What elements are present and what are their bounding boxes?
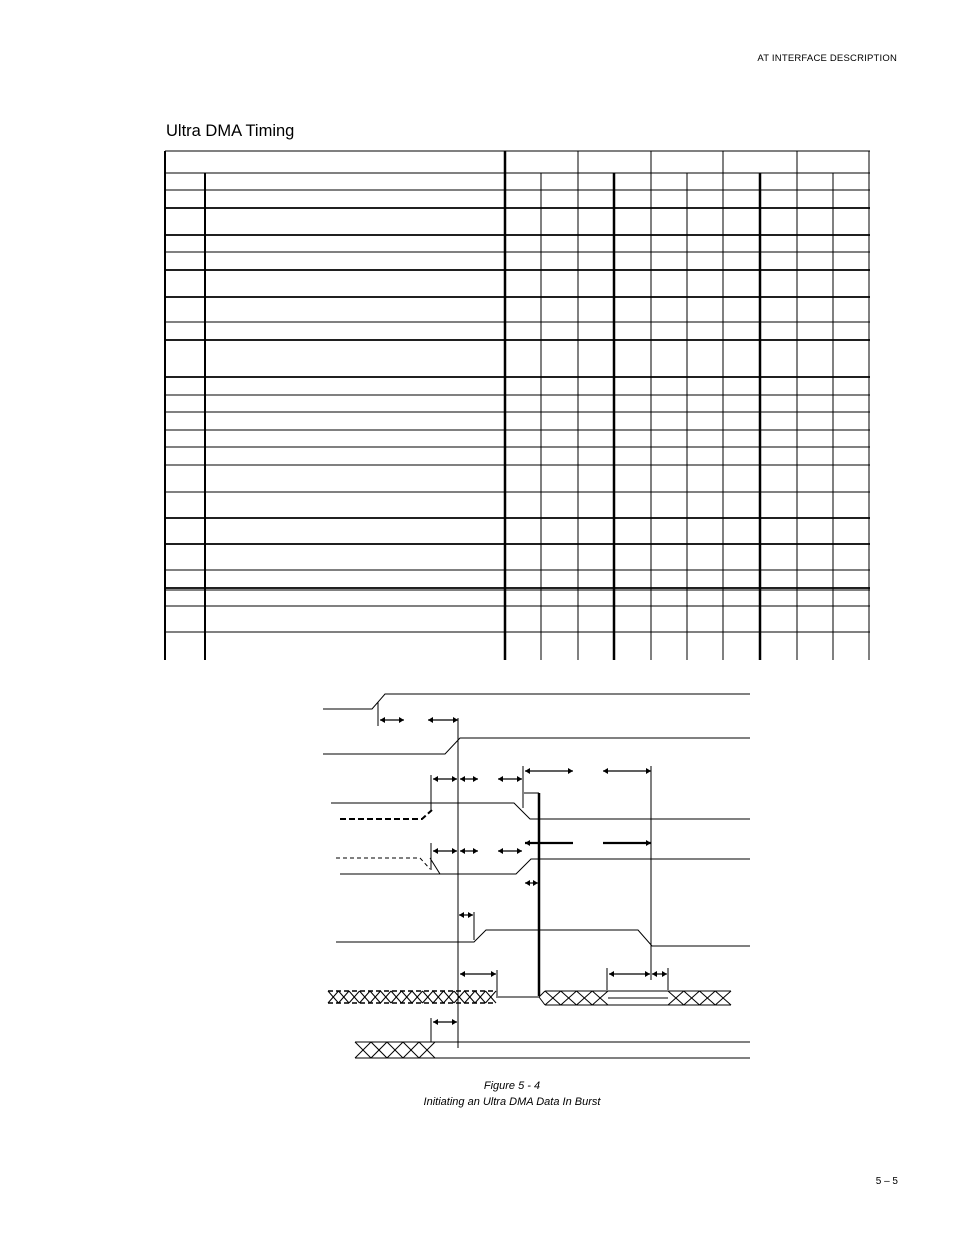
timing-arrow-7-head [452, 1019, 457, 1025]
timing-arrow-1a-head [399, 717, 404, 723]
timing-arrow-6c-head [662, 971, 667, 977]
timing-arrow-driver-head [525, 880, 530, 886]
timing-arrow-6a-head [460, 971, 465, 977]
signal-3-waveform [432, 803, 750, 819]
timing-arrow-3a-head [433, 776, 438, 782]
timing-arrow-6b-head [609, 971, 614, 977]
timing-arrow-4a-head [433, 848, 438, 854]
section-title: Ultra DMA Timing [166, 122, 295, 140]
timing-arrow-long-a-head [568, 768, 573, 774]
timing-table [164, 149, 872, 662]
timing-arrow-4c-head [498, 848, 503, 854]
timing-arrow-long-a-head [525, 768, 530, 774]
page-header: AT INTERFACE DESCRIPTION [757, 53, 897, 64]
timing-arrow-6c-head [652, 971, 657, 977]
page-number: 5 – 5 [875, 1176, 898, 1187]
figure-title: Initiating an Ultra DMA Data In Burst [423, 1096, 601, 1108]
signal-2-waveform [323, 738, 750, 754]
timing-arrow-driver-head [533, 880, 538, 886]
timing-arrow-long-b-head [646, 768, 651, 774]
timing-arrow-3c-head [517, 776, 522, 782]
timing-diagram [320, 680, 760, 1070]
timing-arrow-3b-head [473, 776, 478, 782]
signal-4-released [336, 858, 430, 869]
timing-arrow-6a-head [491, 971, 496, 977]
timing-arrow-1a-head [380, 717, 385, 723]
timing-arrow-3c-head [498, 776, 503, 782]
timing-arrow-1b-head [453, 717, 458, 723]
figure-number: Figure 5 - 4 [483, 1080, 541, 1092]
timing-arrow-4c-head [517, 848, 522, 854]
data-bus-edge [539, 997, 545, 1005]
timing-arrow-4b-head [460, 848, 465, 854]
signal-4-trace [340, 858, 440, 874]
timing-arrow-3b-head [460, 776, 465, 782]
timing-bar-4b-head [646, 840, 651, 846]
timing-arrow-1b-head [428, 717, 433, 723]
timing-arrow-4b-head [473, 848, 478, 854]
timing-arrow-5-head [459, 912, 464, 918]
timing-arrow-long-b-head [603, 768, 608, 774]
signal-4-waveform [440, 859, 750, 874]
timing-arrow-5-head [468, 912, 473, 918]
timing-arrow-3a-head [452, 776, 457, 782]
timing-arrow-6b-head [645, 971, 650, 977]
timing-bar-4a-head [525, 840, 530, 846]
figure-caption [0, 1078, 954, 1110]
signal-3-released [340, 810, 432, 819]
timing-arrow-7-head [433, 1019, 438, 1025]
timing-arrow-4a-head [452, 848, 457, 854]
signal-5-waveform [336, 930, 750, 946]
signal-1-waveform [323, 694, 750, 709]
